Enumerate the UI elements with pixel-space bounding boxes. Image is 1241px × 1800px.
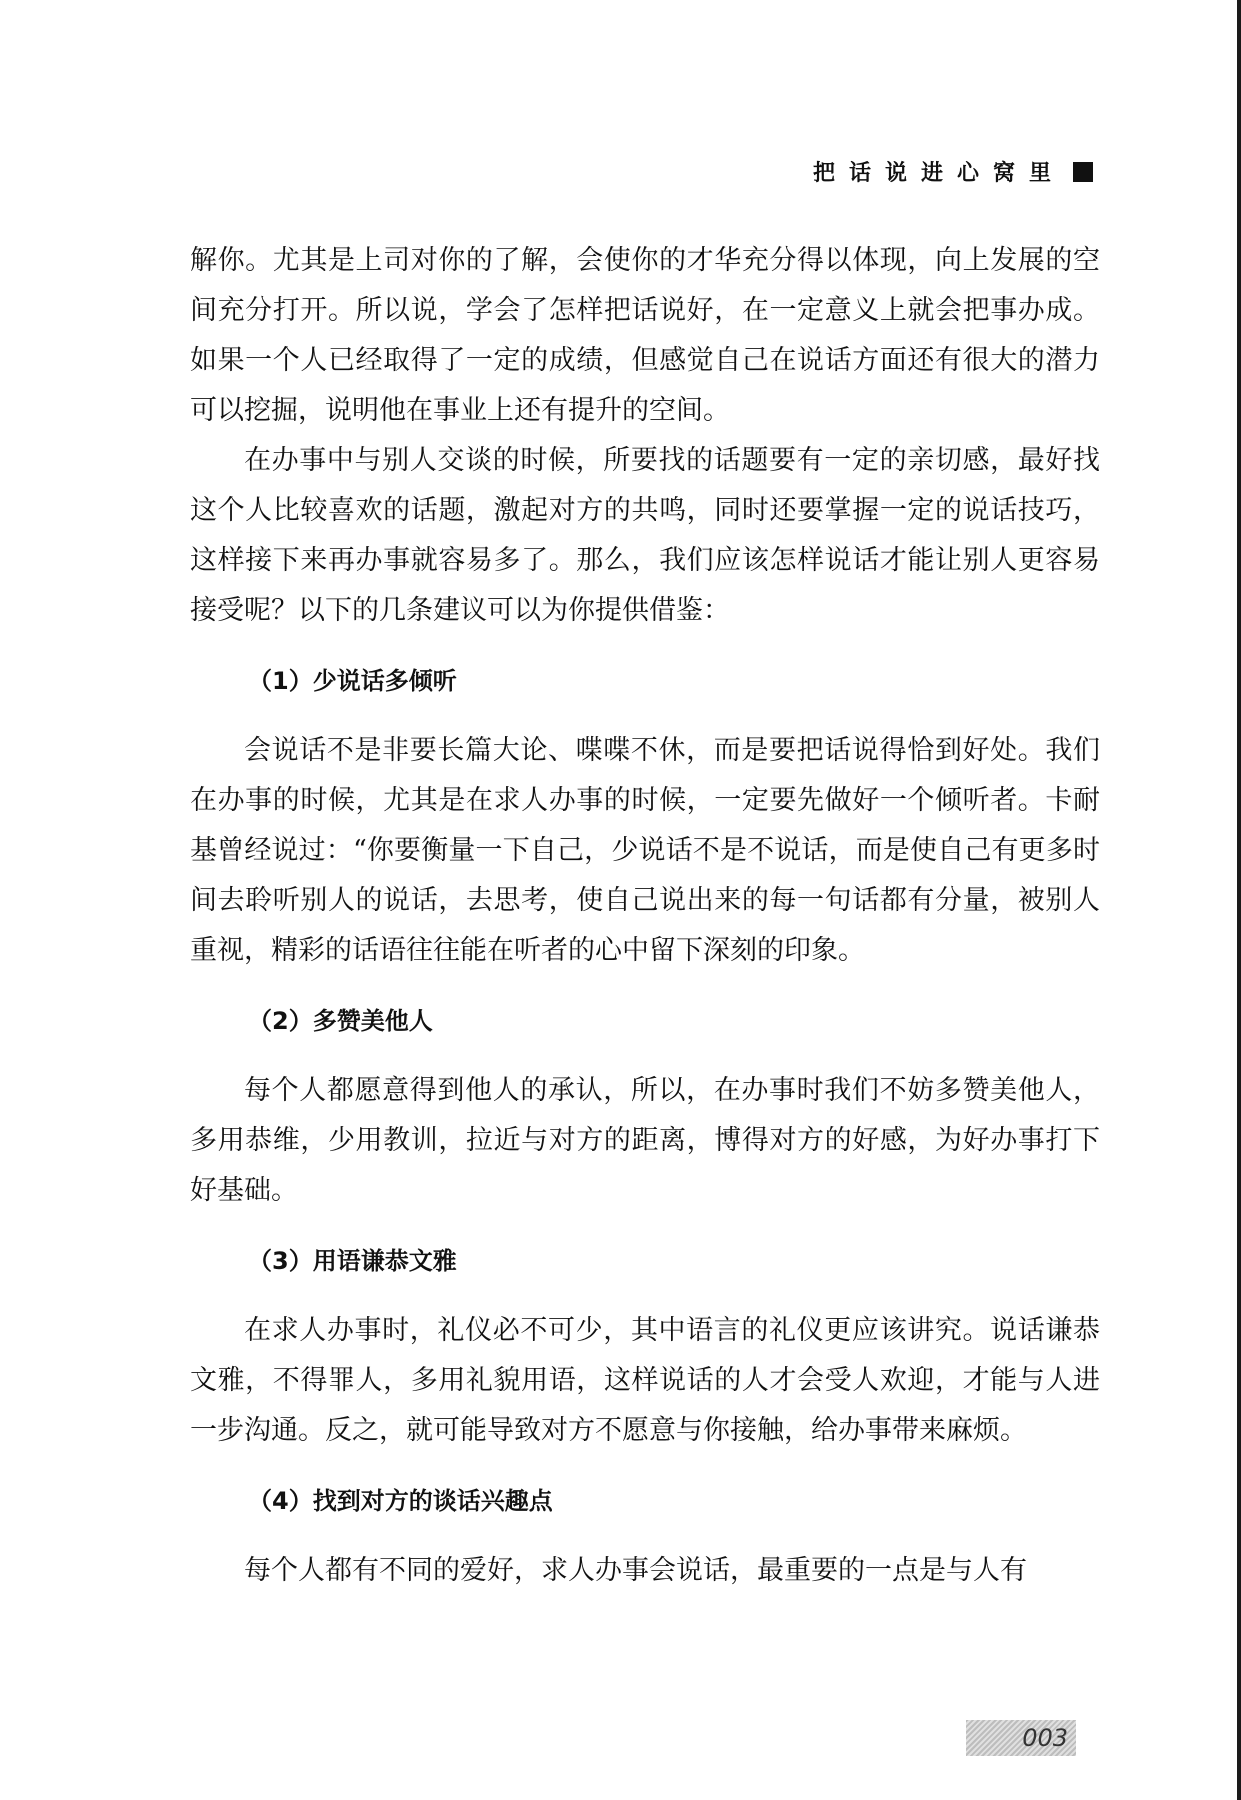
section-heading-4: （4）找到对方的谈话兴趣点 [248, 1487, 553, 1515]
section-heading-1: （1）少说话多倾听 [248, 667, 457, 695]
section-heading-3: （3）用语谦恭文雅 [248, 1247, 457, 1275]
paragraph-6: 每个人都有不同的爱好，求人办事会说话，最重要的一点是与人有 [244, 1555, 1027, 1586]
page-edge [1237, 0, 1241, 1800]
paragraph-4: 每个人都愿意得到他人的承认，所以，在办事时我们不妨多赞美他人，多用恭维，少用教训，拉近与对方的距离，博得对方的好感，为好办事打下好基础。 [190, 1075, 1100, 1206]
body-text [190, 236, 1100, 1596]
paragraph-5: 在求人办事时，礼仪必不可少，其中语言的礼仪更应该讲究。说话谦恭文雅，不得罪人，多用礼貌用语，这样说话的人才会受人欢迎，才能与人进一步沟通。反之，就可能导致对方不愿意与你接触，给办事带来麻烦。 [190, 1315, 1100, 1446]
paragraph-2: 在办事中与别人交谈的时候，所要找的话题要有一定的亲切感，最好找这个人比较喜欢的话题，激起对方的共鸣，同时还要掌握一定的说话技巧，这样接下来再办事就容易多了。那么，我们应该怎样说话才能让别人更容易接受呢？以下的几条建议可以为你提供借鉴： [190, 445, 1100, 626]
header-square-icon [1073, 162, 1093, 182]
page-number: 003 [966, 1720, 1076, 1756]
running-header-title: 把话说进心窝里 [812, 161, 1065, 186]
paragraph-3: 会说话不是非要长篇大论、喋喋不休，而是要把话说得恰到好处。我们在办事的时候，尤其是在求人办事的时候，一定要先做好一个倾听者。卡耐基曾经说过：“你要衡量一下自己，少说话不是不说话，而是使自己有更多时间去聆听别人的说话，去思考，使自己说出来的每一句话都有分量，被别人重视，精彩的话语往往能在听者的心中留下深刻的印象。 [190, 735, 1100, 966]
section-heading-2: （2）多赞美他人 [248, 1007, 433, 1035]
running-header [813, 156, 1093, 187]
paragraph-1: 解你。尤其是上司对你的了解，会使你的才华充分得以体现，向上发展的空间充分打开。所以说，学会了怎样把话说好，在一定意义上就会把事办成。如果一个人已经取得了一定的成绩，但感觉自己在说话方面还有很大的潜力可以挖掘，说明他在事业上还有提升的空间。 [190, 245, 1100, 426]
